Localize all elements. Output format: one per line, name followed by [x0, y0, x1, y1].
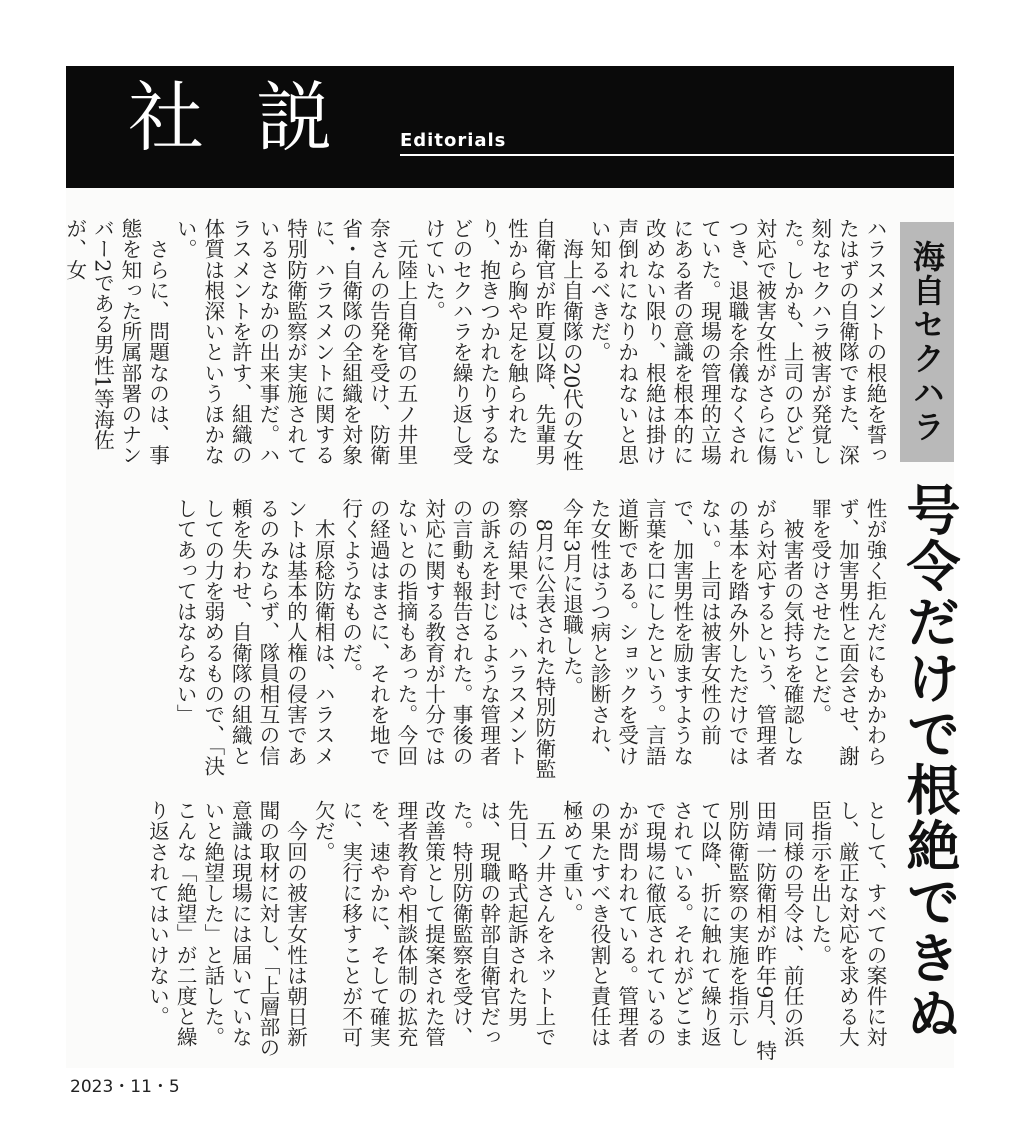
section-title: 社 説 [128, 73, 347, 162]
article-headline: 号令だけで根絶できぬ [898, 482, 962, 1042]
masthead-rule [400, 154, 954, 156]
topic-kicker [900, 222, 954, 462]
article-column-2: 性が強く拒んだにもかかわらず、加害男性と面会させ、謝罪を受けさせたことだ。 被害者の気持ちを確認しながら対応するという、管理者の基本を踏み外しただけではない。上司は被害女性の前で、加害男性を励ますような言葉を口にしたという。言語道断である。ショックを受けた女性はうつ病と診断され、今年3月に退職した。 8月に公表された特別防衛監察の結果では、ハラスメントの訴えを封じるような管理者の言動も報告された。事後の対応に関する教育が十分ではないとの指摘もあった。今回の経過はまさに、それを地で行くようなものだ。 木原稔防衛相は、ハラスメントは基本的人権の侵害であるのみならず、隊員相互の信頼を失わせ、自衛隊の組織としての力を弱めるもので、「決してあってはならない」 [173, 498, 887, 779]
kicker-text: 海自セクハラ [908, 240, 946, 444]
article-column-1: ハラスメントの根絶を誓ったはずの自衛隊でまた、深刻なセクハラ被害が発覚した。しかも、上司のひどい対応で被害女性がさらに傷つき、退職を余儀なくされていた。現場の管理的立場にある者の意識を根本的に改めない限り、根絶は掛け声倒れになりかねないと思い知るべきだ。 海上自衛隊の20代の女性自衛官が昨夏以降、先輩男性から胸や足を触られたり、抱きつかれたりするなどのセクハラを繰り返し受けていた。 元陸上自衛官の五ノ井里奈さんの告発を受け、防衛省・自衛隊の全組織を対象に、ハラスメントに関する特別防衛監察が実施されているさなかの出来事だ。ハラスメントを許す、組織の体質は根深いというほかない。 さらに、問題なのは、事態を知った所属部署のナンバー2である男性1等海佐が、女 [62, 218, 887, 471]
section-subtitle: Editorials [400, 130, 507, 151]
publication-date: 2023・11・5 [70, 1077, 180, 1097]
article-column-3: として、すべての案件に対し、厳正な対応を求める大臣指示を出した。 同様の号令は、前任の浜田靖一防衛相が昨年9月、特別防衛監察の実施を指示して以降、折に触れて繰り返されている。それがどこまで現場に徹底されているのかが問われている。管理者の果たすべき役割と責任は極めて重い。 五ノ井さんをネット上で先日、略式起訴された男は、現職の幹部自衛官だった。特別防衛監察を受け、改善策として提案された管理者教育や相談体制の拡充を、速やかに、そして確実に、実行に移すことが不可欠だ。 今回の被害女性は朝日新聞の取材に対し、「上層部の意識は現場には届いていないと絶望した」と話した。こんな「絶望」が二度と繰り返されてはいけない。 [145, 800, 887, 1061]
